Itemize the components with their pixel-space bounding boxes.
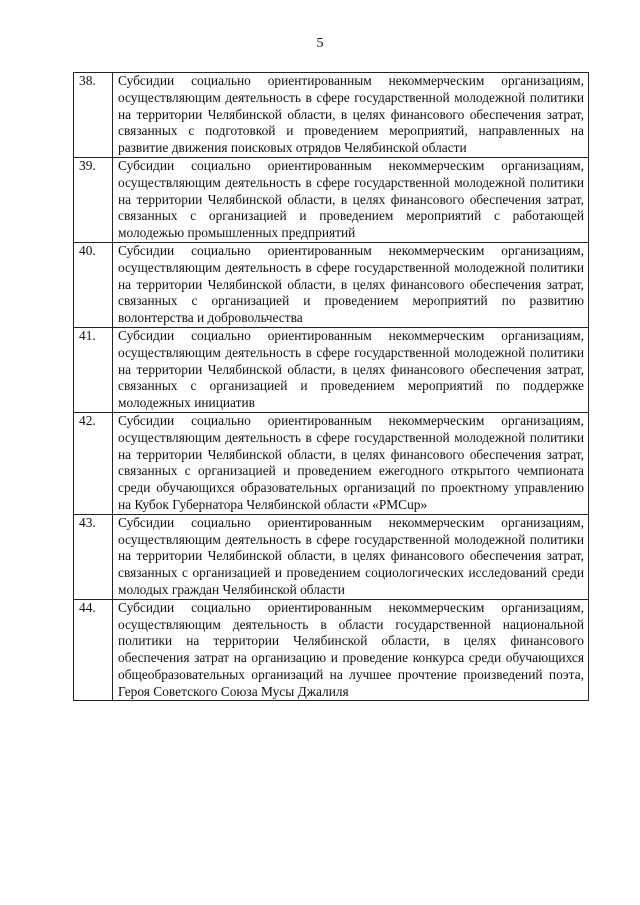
row-number: 42. (74, 412, 113, 514)
row-number: 40. (74, 242, 113, 327)
row-number: 38. (74, 73, 113, 158)
row-number: 41. (74, 327, 113, 412)
row-description: Субсидии социально ориентированным некоммерческим организациям, осуществляющим деятельность в сфере государственной молодежной политики на территории Челябинской области, в целях финансового обеспечения затрат, связанных с организацией и проведением мероприятий по поддержке молодежных инициатив (113, 327, 589, 412)
row-description: Субсидии социально ориентированным некоммерческим организациям, осуществляющим деятельность в сфере государственной молодежной политики на территории Челябинской области, в целях финансового обеспечения затрат, связанных с организацией и проведением ежегодного открытого чемпионата среди обучающихся образовательных организаций по проектному управлению на Кубок Губернатора Челябинской области «PMCup» (113, 412, 589, 514)
row-number: 43. (74, 514, 113, 599)
row-description: Субсидии социально ориентированным некоммерческим организациям, осуществляющим деятельность в сфере государственной молодежной политики на территории Челябинской области, в целях финансового обеспечения затрат, связанных с организацией и проведением социологических исследований среди молодых граждан Челябинской области (113, 514, 589, 599)
table-row (74, 157, 589, 242)
table-row (74, 412, 589, 514)
page-number: 5 (316, 36, 324, 51)
row-number: 39. (74, 157, 113, 242)
table-row (74, 242, 589, 327)
row-description: Субсидии социально ориентированным некоммерческим организациям, осуществляющим деятельность в сфере государственной молодежной политики на территории Челябинской области, в целях финансового обеспечения затрат, связанных с организацией и проведением мероприятий по развитию волонтерства и добровольчества (113, 242, 589, 327)
row-description: Субсидии социально ориентированным некоммерческим организациям, осуществляющим деятельность в сфере государственной молодежной политики на территории Челябинской области, в целях финансового обеспечения затрат, связанных с подготовкой и проведением мероприятий, направленных на развитие движения поисковых отрядов Челябинской области (113, 73, 589, 158)
table-body (74, 73, 589, 701)
table-row (74, 73, 589, 158)
table-row (74, 514, 589, 599)
subsidies-table (73, 72, 589, 701)
table-row (74, 599, 589, 701)
row-description: Субсидии социально ориентированным некоммерческим организациям, осуществляющим деятельность в сфере государственной молодежной политики на территории Челябинской области, в целях финансового обеспечения затрат, связанных с организацией и проведением мероприятий с работающей молодежью промышленных предприятий (113, 157, 589, 242)
row-number: 44. (74, 599, 113, 701)
row-description: Субсидии социально ориентированным некоммерческим организациям, осуществляющим деятельность в области государственной национальной политики на территории Челябинской области, в целях финансового обеспечения затрат на организацию и проведение конкурса среди обучающихся общеобразовательных организаций на лучшее прочтение произведений поэта, Героя Советского Союза Мусы Джалиля (113, 599, 589, 701)
table-row (74, 327, 589, 412)
